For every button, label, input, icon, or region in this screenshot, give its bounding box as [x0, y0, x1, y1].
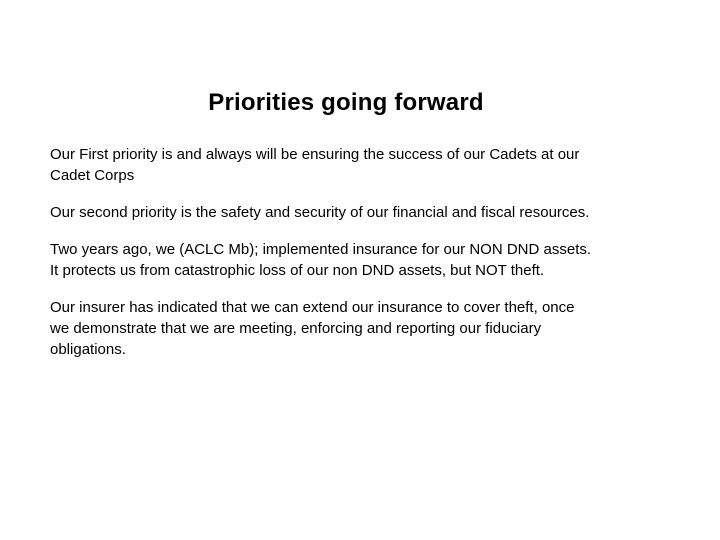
slide-title: Priorities going forward [208, 89, 484, 116]
paragraph-line: It protects us from catastrophic loss of our non DND assets, but NOT theft. [50, 262, 545, 279]
paragraph-line: Our insurer has indicated that we can extend our insurance to cover theft, once [50, 299, 575, 316]
paragraph-line: Our second priority is the safety and security of our financial and fiscal resources. [50, 204, 590, 221]
paragraph-line: Our First priority is and always will be ensuring the success of our Cadets at our [50, 146, 580, 163]
paragraph-insurance-history [50, 239, 690, 281]
paragraph-line: Two years ago, we (ACLC Mb); implemented insurance for our NON DND assets. [50, 241, 592, 258]
paragraph-line: Cadet Corps [50, 167, 135, 184]
paragraph-line: we demonstrate that we are meeting, enforcing and reporting our fiduciary [50, 320, 542, 337]
slide-body [50, 144, 690, 376]
paragraph-insurer-extension [50, 297, 690, 360]
paragraph-first-priority [50, 144, 690, 186]
paragraph-second-priority [50, 202, 690, 223]
paragraph-line: obligations. [50, 341, 126, 358]
